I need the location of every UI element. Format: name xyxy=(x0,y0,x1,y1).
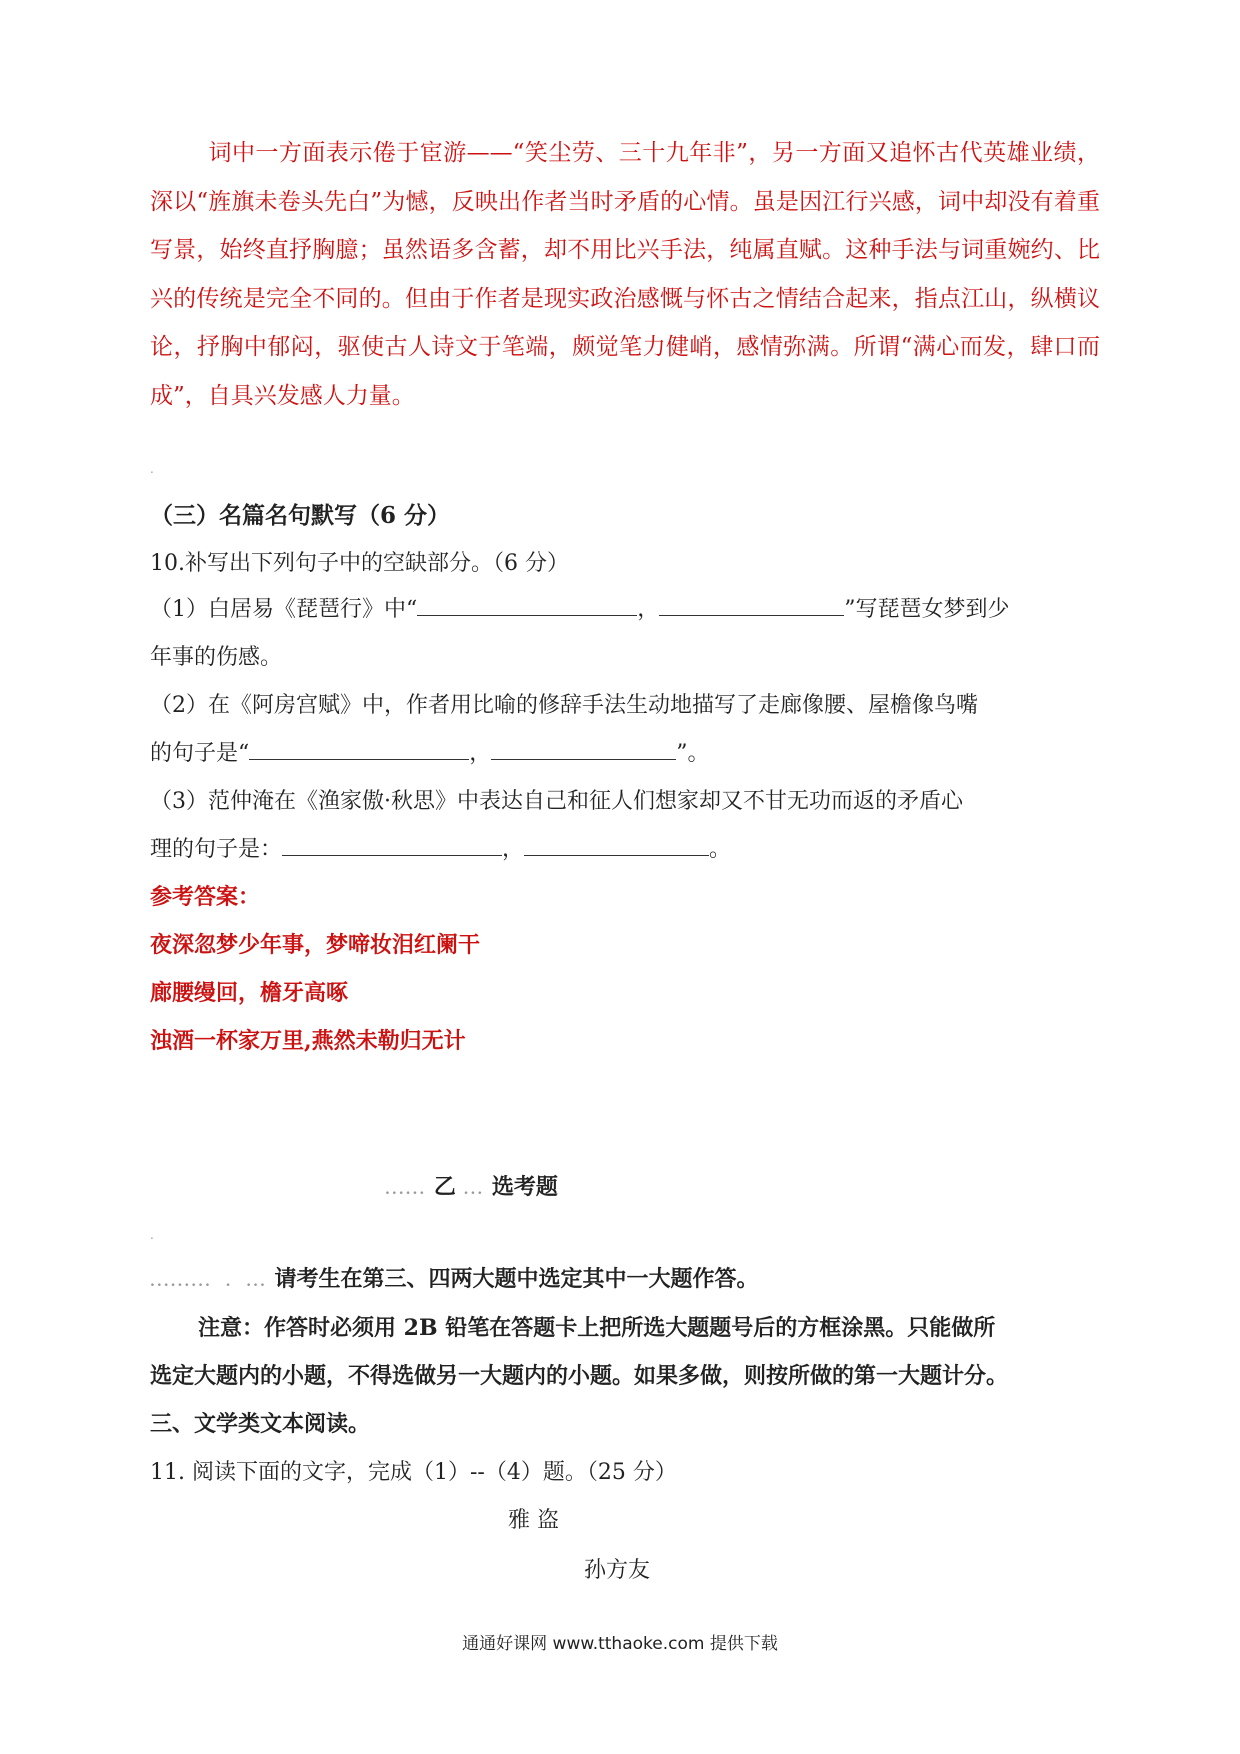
note-line-2: 选定大题内的小题，不得选做另一大题内的小题。如果多做，则按所做的第一大题计分。 xyxy=(150,1363,1009,1389)
section3-heading: （三）名篇名句默写（6 分） xyxy=(150,502,451,529)
footer-credit: 通通好课网 www.tthaoke.com 提供下载 xyxy=(462,1634,778,1654)
instruction-text: 请考生在第三、四两大题中选定其中一大题作答。 xyxy=(274,1266,759,1292)
story-author: 孙方友 xyxy=(584,1558,651,1583)
blank-3b[interactable] xyxy=(524,837,709,856)
q10-item3: （3）范仲淹在《渔家傲·秋思》中表达自己和征人们想家却又不甘无功而返的矛盾心 xyxy=(150,789,963,814)
part-b-title-a: 乙 xyxy=(433,1174,456,1200)
q10-item3-prefix: 理的句子是： xyxy=(150,837,283,862)
q10-item2-sep: ， xyxy=(469,741,492,766)
q10-item2-suffix: ”。 xyxy=(676,741,710,766)
q10-item2-prefix: 的句子是“ xyxy=(150,741,250,766)
blank-1b[interactable] xyxy=(659,597,844,616)
story-title: 雅 盗 xyxy=(508,1508,559,1533)
answer-label: 参考答案： xyxy=(150,884,261,910)
part-b-title xyxy=(385,1170,558,1201)
commentary-paragraph xyxy=(150,129,1100,421)
q10-item1 xyxy=(150,592,1010,623)
answer-3: 浊酒一杯家万里,燕然未勒归无计 xyxy=(150,1028,466,1054)
q10-item3-sep: ， xyxy=(502,837,525,862)
note-line-1: 注意：作答时必须用 2B 铅笔在答题卡上把所选大题题号后的方框涂黑。只能做所 xyxy=(198,1315,996,1341)
blank-3a[interactable] xyxy=(282,837,502,856)
q10-item2-cont xyxy=(150,736,710,767)
section-marker: . xyxy=(150,462,154,476)
part-b-instruction xyxy=(150,1262,759,1293)
answer-2: 廊腰缦回，檐牙高啄 xyxy=(150,980,349,1006)
section-heading: 三、文学类文本阅读。 xyxy=(150,1411,371,1437)
q10-item1-prefix: （1）白居易《琵琶行》中“ xyxy=(150,597,418,622)
dot-leader: ...... xyxy=(385,1182,427,1198)
q10-item1-cont: 年事的伤感。 xyxy=(150,645,283,670)
blank-2a[interactable] xyxy=(249,741,469,760)
dot-leader: ... xyxy=(463,1182,485,1198)
q10-stem: 10.补写出下列句子中的空缺部分。（6 分） xyxy=(150,551,569,576)
blank-1a[interactable] xyxy=(417,597,637,616)
q11-stem: 11. 阅读下面的文字，完成（1）--（4）题。（25 分） xyxy=(150,1460,677,1485)
answer-1: 夜深忽梦少年事，梦啼妆泪红阑干 xyxy=(150,932,481,958)
dot-leader: ......... . ... xyxy=(150,1274,267,1290)
blank-2b[interactable] xyxy=(491,741,676,760)
q10-item2: （2）在《阿房宫赋》中，作者用比喻的修辞手法生动地描写了走廊像腰、屋檐像鸟嘴 xyxy=(150,693,978,718)
part-b-title-b: 选考题 xyxy=(491,1174,558,1200)
section-marker: . xyxy=(150,1228,154,1242)
q10-item3-suffix: 。 xyxy=(709,837,732,862)
commentary-text: 词中一方面表示倦于宦游——“笑尘劳、三十九年非”，另一方面又追怀古代英雄业绩，深以“旌旗未卷头先白”为憾，反映出作者当时矛盾的心情。虽是因江行兴感，词中却没有着重写景，始终直抒胸臆；虽然语多含蓄，却不用比兴手法，纯属直赋。这种手法与词重婉约、比兴的传统是完全不同的。但由于作者是现实政治感慨与怀古之情结合起来，指点江山，纵横议论，抒胸中郁闷，驱使古人诗文于笔端，颇觉笔力健峭，感情弥满。所谓“满心而发，肆口而成”，自具兴发感人力量。 xyxy=(150,140,1100,409)
q10-item1-suffix: ”写琵琶女梦到少 xyxy=(844,597,1010,622)
q10-item3-cont xyxy=(150,832,731,863)
q10-item1-sep: ， xyxy=(637,597,660,622)
